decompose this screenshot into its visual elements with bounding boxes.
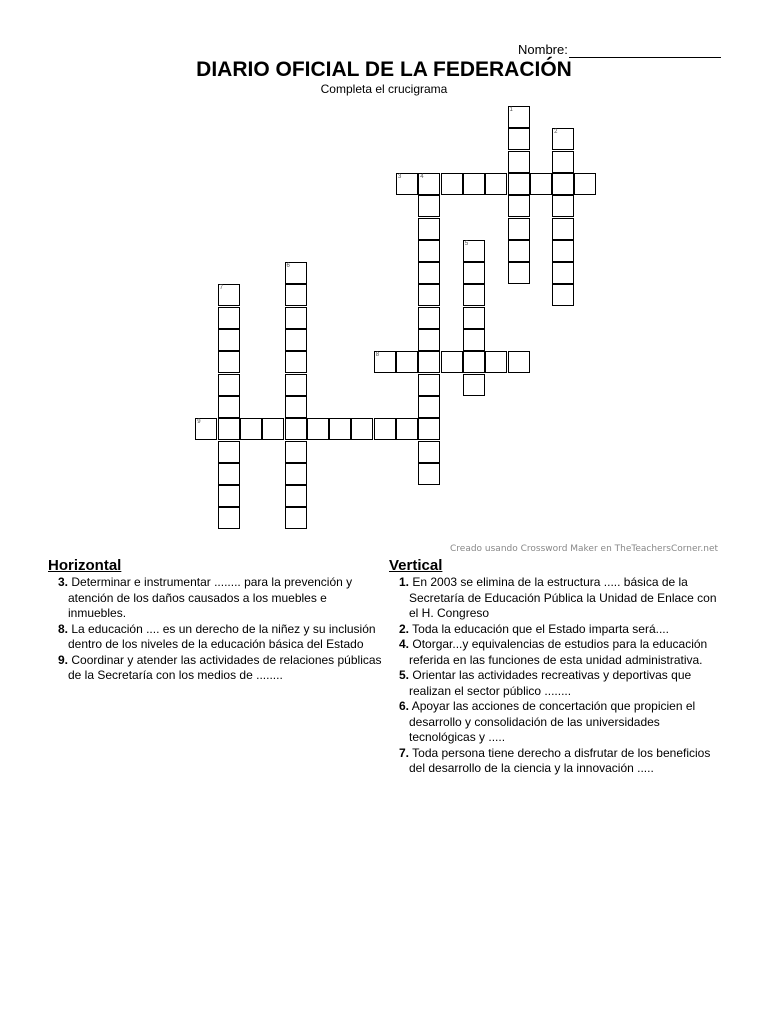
crossword-cell[interactable]: [508, 128, 530, 150]
cell-number: 5: [464, 240, 469, 247]
crossword-cell[interactable]: [530, 173, 552, 195]
crossword-cell[interactable]: [396, 418, 418, 440]
crossword-cell[interactable]: [418, 329, 440, 351]
clue-across-9: [58, 653, 388, 684]
crossword-cell[interactable]: [463, 329, 485, 351]
crossword-cell[interactable]: [418, 262, 440, 284]
crossword-cell[interactable]: [463, 351, 485, 373]
crossword-cell[interactable]: [463, 262, 485, 284]
crossword-cell[interactable]: [552, 128, 574, 150]
crossword-cell[interactable]: [463, 307, 485, 329]
crossword-cell[interactable]: [508, 106, 530, 128]
crossword-cell[interactable]: [285, 418, 307, 440]
crossword-cell[interactable]: [285, 507, 307, 529]
vertical-heading: Vertical: [389, 557, 443, 574]
crossword-cell[interactable]: [508, 218, 530, 240]
crossword-cell[interactable]: [396, 173, 418, 195]
clue-down-5: [399, 668, 721, 699]
crossword-cell[interactable]: [285, 284, 307, 306]
crossword-cell[interactable]: [508, 195, 530, 217]
cell-number: 8: [375, 352, 380, 359]
horizontal-heading: Horizontal: [48, 557, 122, 574]
clue-number: 3.: [58, 575, 69, 589]
crossword-cell[interactable]: [285, 485, 307, 507]
crossword-cell[interactable]: [195, 418, 217, 440]
clue-down-2: [399, 622, 721, 638]
crossword-cell[interactable]: [218, 307, 240, 329]
crossword-cell[interactable]: [552, 151, 574, 173]
crossword-cell[interactable]: [374, 351, 396, 373]
horizontal-clues: [48, 557, 388, 684]
cell-number: 7: [219, 285, 223, 292]
crossword-cell[interactable]: [285, 396, 307, 418]
crossword-cell[interactable]: [418, 218, 440, 240]
crossword-cell[interactable]: [508, 351, 530, 373]
crossword-cell[interactable]: [552, 173, 574, 195]
crossword-cell[interactable]: [552, 262, 574, 284]
page-subtitle: Completa el crucigrama: [320, 82, 448, 96]
clue-across-3: [58, 575, 388, 622]
crossword-cell[interactable]: [418, 351, 440, 373]
crossword-cell[interactable]: [463, 240, 485, 262]
clue-number: 5.: [399, 668, 410, 682]
crossword-cell[interactable]: [285, 374, 307, 396]
clue-text: Coordinar y atender las actividades de relaciones públicas de la Secretaría con los medios de ........: [68, 652, 382, 682]
crossword-cell[interactable]: [508, 173, 530, 195]
crossword-cell[interactable]: [240, 418, 262, 440]
cell-number: 6: [286, 263, 290, 270]
crossword-cell[interactable]: [552, 284, 574, 306]
crossword-cell[interactable]: [218, 329, 240, 351]
crossword-cell[interactable]: [552, 195, 574, 217]
crossword-cell[interactable]: [351, 418, 373, 440]
clue-number: 8.: [58, 621, 69, 636]
crossword-cell[interactable]: [218, 284, 240, 306]
crossword-cell[interactable]: [485, 173, 507, 195]
clue-down-1: [399, 575, 721, 622]
credit-text: Creado usando Crossword Maker en TheTeachersCorner.net: [450, 544, 719, 554]
clue-down-6: [399, 699, 721, 746]
crossword-cell[interactable]: [218, 374, 240, 396]
clue-across-8: [58, 622, 388, 653]
crossword-cell[interactable]: [552, 218, 574, 240]
clue-number: 7.: [399, 745, 410, 760]
clue-number: 4.: [399, 637, 410, 651]
crossword-cell[interactable]: [285, 262, 307, 284]
crossword-cell[interactable]: [441, 351, 463, 373]
crossword-cell[interactable]: [441, 173, 463, 195]
clue-text: Orientar las actividades recreativas y deportivas que realizan el sector público ........: [409, 668, 692, 698]
clue-text: Toda la educación que el Estado imparta será....: [412, 621, 669, 636]
crossword-cell[interactable]: [418, 418, 440, 440]
crossword-cell[interactable]: [218, 507, 240, 529]
crossword-cell[interactable]: [418, 173, 440, 195]
crossword-cell[interactable]: [508, 262, 530, 284]
clue-text: Determinar e instrumentar ........ para la prevención y atención de los daños causados a los muebles e inmuebles.: [68, 575, 353, 620]
crossword-cell[interactable]: [552, 240, 574, 262]
clue-text: Apoyar las acciones de concertación que propicien el desarrollo y consolidación de las universidades tecnológicas y .....: [409, 699, 696, 744]
crossword-cell[interactable]: [485, 351, 507, 373]
crossword-cell[interactable]: [418, 240, 440, 262]
vertical-clues: [389, 557, 721, 777]
crossword-cell[interactable]: [418, 441, 440, 463]
crossword-cell[interactable]: [463, 173, 485, 195]
clue-down-4: [399, 637, 721, 668]
crossword-cell[interactable]: [262, 418, 284, 440]
page-title: DIARIO OFICIAL DE LA FEDERACIÓN: [196, 58, 572, 81]
crossword-cell[interactable]: [418, 307, 440, 329]
crossword-cell[interactable]: [218, 463, 240, 485]
crossword-cell[interactable]: [285, 351, 307, 373]
crossword-cell[interactable]: [374, 418, 396, 440]
clue-number: 1.: [399, 575, 410, 589]
clue-number: 6.: [399, 699, 410, 713]
crossword-cell[interactable]: [307, 418, 329, 440]
crossword-cell[interactable]: [285, 463, 307, 485]
clue-text: La educación .... es un derecho de la niñez y su inclusión dentro de los niveles de la educación básica del Estado: [68, 621, 376, 651]
crossword-cell[interactable]: [463, 284, 485, 306]
cell-number: 2: [554, 129, 558, 136]
crossword-cell[interactable]: [285, 441, 307, 463]
cell-number: 9: [197, 419, 201, 426]
clue-number: 2.: [399, 621, 410, 636]
clue-text: Toda persona tiene derecho a disfrutar de los beneficios del desarrollo de la ciencia y la innovación .....: [409, 745, 711, 775]
crossword-cell[interactable]: [396, 351, 418, 373]
name-label: Nombre:: [518, 42, 568, 57]
crossword-cell[interactable]: [574, 173, 596, 195]
crossword-cell[interactable]: [418, 396, 440, 418]
crossword-cell[interactable]: [329, 418, 351, 440]
crossword-cell[interactable]: [218, 418, 240, 440]
crossword-cell[interactable]: [418, 195, 440, 217]
clue-down-7: [399, 746, 721, 777]
crossword-cell[interactable]: [508, 240, 530, 262]
cell-number: 4: [420, 173, 424, 180]
crossword-cell[interactable]: [418, 374, 440, 396]
crossword-cell[interactable]: [218, 441, 240, 463]
crossword-cell[interactable]: [418, 463, 440, 485]
crossword-cell[interactable]: [218, 351, 240, 373]
crossword-cell[interactable]: [508, 151, 530, 173]
clue-text: En 2003 se elimina de la estructura ..... básica de la Secretaría de Educación Pública la Unidad de Enlace con el H. Congreso: [409, 575, 717, 620]
cell-number: 1: [509, 107, 513, 113]
clue-text: Otorgar...y equivalencias de estudios para la educación referida en las funciones de esta unidad administrativa.: [409, 637, 708, 667]
crossword-cell[interactable]: [285, 329, 307, 351]
crossword-cell[interactable]: [218, 485, 240, 507]
crossword-cell[interactable]: [418, 284, 440, 306]
crossword-cell[interactable]: [285, 307, 307, 329]
cell-number: 3: [398, 173, 402, 180]
crossword-cell[interactable]: [218, 396, 240, 418]
crossword-cell[interactable]: [463, 374, 485, 396]
clue-number: 9.: [58, 652, 69, 667]
